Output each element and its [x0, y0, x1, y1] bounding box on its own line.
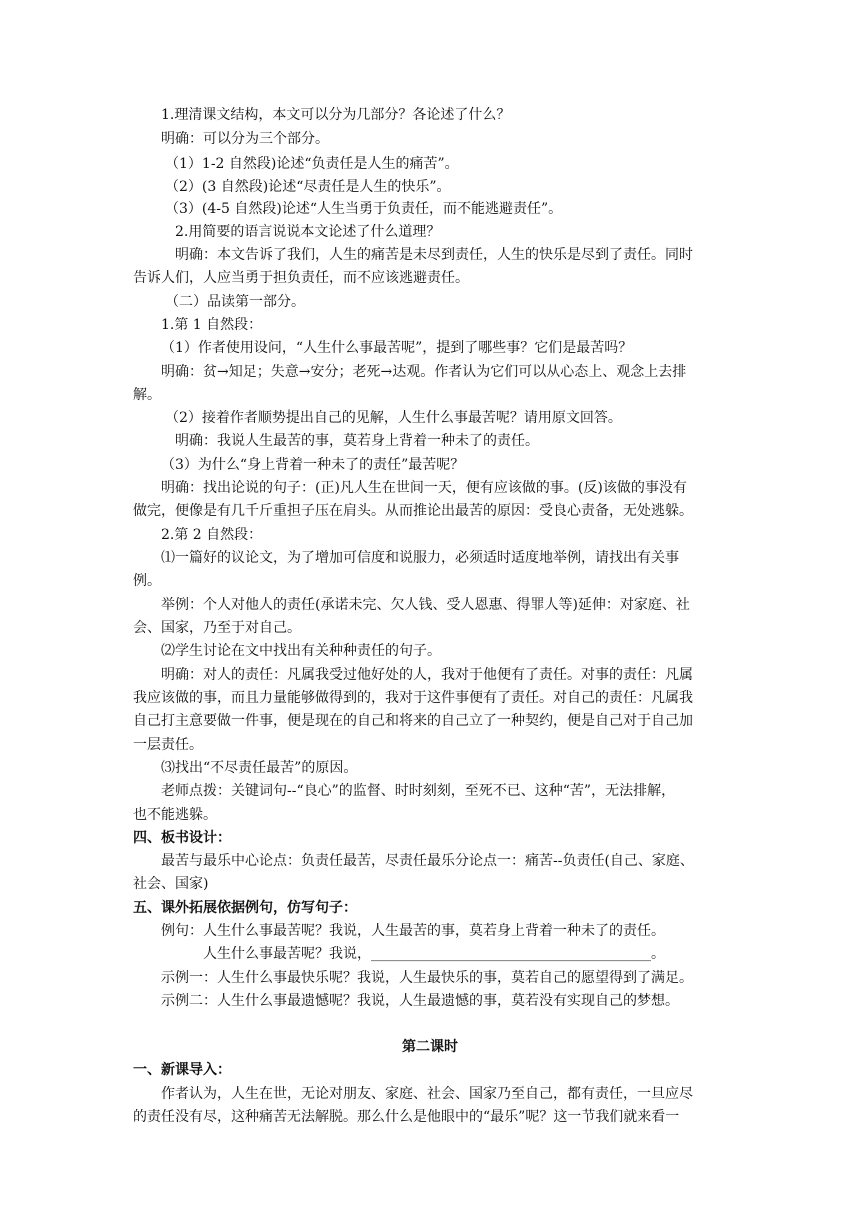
example-two: 示例二：人生什么事最遗憾呢？我说，人生最遗憾的事，莫若没有实现自己的梦想。	[161, 993, 679, 1009]
answer-1-intro: 明确：可以分为三个部分。	[161, 131, 329, 147]
example-line1: 举例：个人对他人的责任(承诺未完、欠人钱、受人恩惠、得罪人等)延伸：对家庭、社	[161, 597, 690, 613]
part-1: （1）1-2 自然段)论述“负责任是人生的痛苦”。	[165, 156, 459, 172]
answer-2-2-line4: 一层责任。	[133, 737, 203, 753]
section-heading-extension: 五、课外拓展依据例句，仿写句子：	[133, 900, 357, 916]
section-heading-2: （二）品读第一部分。	[165, 294, 305, 310]
paragraph-2-heading: 2.第 2 自然段：	[161, 527, 263, 543]
answer-2-line2: 告诉人们，人应当勇于担负责任，而不应该逃避责任。	[133, 270, 469, 286]
question-1-3: （3）为什么“身上背着一种未了的责任”最苦呢？	[161, 457, 465, 473]
answer-1-3-line1: 明确：找出论说的句子：(正)凡人生在世间一天，便有应该做的事。(反)该做的事没有	[161, 480, 687, 496]
paragraph-1-heading: 1.第 1 自然段：	[161, 317, 263, 333]
board-design-line1: 最苦与最乐中心论点：负责任最苦，尽责任最乐分论点一：痛苦--负责任(自己、家庭、	[161, 853, 694, 869]
answer-1-3-line2: 做完，便像是有几千斤重担子压在肩头。从而推论出最苦的原因：受良心责备，无处逃躲。	[133, 503, 693, 519]
board-design-line2: 社会、国家)	[133, 876, 209, 892]
section-heading-intro: 一、新课导入：	[133, 1062, 231, 1078]
answer-2-2-line2: 我应该做的事，而且力量能够做得到的，我对于这件事便有了责任。对自己的责任：凡属我	[133, 690, 693, 706]
answer-2-line1: 明确：本文告诉了我们，人生的痛苦是未尽到责任，人生的快乐是尽到了责任。同时	[175, 247, 693, 263]
part-2: （2）(3 自然段)论述“尽责任是人生的快乐”。	[165, 179, 451, 195]
question-1-2: （2）接着作者顺势提出自己的见解，人生什么事最苦呢？请用原文回答。	[165, 410, 622, 426]
question-2-1-line2: 例。	[133, 573, 161, 589]
question-2: 2.用简要的语言说说本文论述了什么道理？	[175, 224, 441, 240]
question-2-3: ⑶找出“不尽责任最苦”的原因。	[161, 760, 358, 776]
lesson-2-title: 第二课时	[402, 1039, 458, 1055]
sample-sentence: 例句：人生什么事最苦呢？我说，人生最苦的事，莫若身上背着一种未了的责任。	[161, 923, 665, 939]
fill-in-sentence: 人生什么事最苦呢？我说，________________________________________。	[203, 946, 665, 962]
example-one: 示例一：人生什么事最快乐呢？我说，人生最快乐的事，莫若自己的愿望得到了满足。	[161, 970, 693, 986]
answer-2-2-line3: 自己打主意要做一件事，便是现在的自己和将来的自己立了一种契约，便是自己对于自己加	[133, 713, 693, 729]
question-1: 1.理清课文结构，本文可以分为几部分？各论述了什么？	[161, 107, 511, 123]
answer-2-2-line1: 明确：对人的责任：凡属我受过他好处的人，我对于他便有了责任。对事的责任：凡属	[161, 667, 693, 683]
part-3: （3）(4-5 自然段)论述“人生当勇于负责任，而不能逃避责任”。	[165, 201, 563, 217]
answer-1-1-line1: 明确：贫→知足；失意→安分；老死→达观。作者认为它们可以从心态上、观念上去排	[161, 364, 687, 380]
answer-1-1-line2: 解。	[133, 387, 161, 403]
intro-line1: 作者认为，人生在世，无论对朋友、家庭、社会、国家乃至自己，都有责任，一旦应尽	[161, 1086, 693, 1102]
teacher-note-line2: 也不能逃躲。	[133, 807, 217, 823]
teacher-note-line1: 老师点拨：关键词句--“良心”的监督、时时刻刻，至死不已、这种“苦”，无法排解，	[161, 783, 676, 799]
example-line2: 会、国家，乃至于对自己。	[133, 620, 301, 636]
question-2-2: ⑵学生讨论在文中找出有关种种责任的句子。	[161, 643, 441, 659]
intro-line2: 的责任没有尽，这种痛苦无法解脱。那么什么是他眼中的“最乐”呢？这一节我们就来看一	[133, 1109, 680, 1125]
question-1-1: （1）作者使用设问，“人生什么事最苦呢”，提到了哪些事？它们是最苦吗？	[161, 340, 633, 356]
section-heading-board-design: 四、板书设计：	[133, 830, 231, 846]
answer-1-2: 明确：我说人生最苦的事，莫若身上背着一种未了的责任。	[175, 433, 539, 449]
question-2-1-line1: ⑴一篇好的议论文，为了增加可信度和说服力，必须适时适度地举例，请找出有关事	[161, 550, 679, 566]
